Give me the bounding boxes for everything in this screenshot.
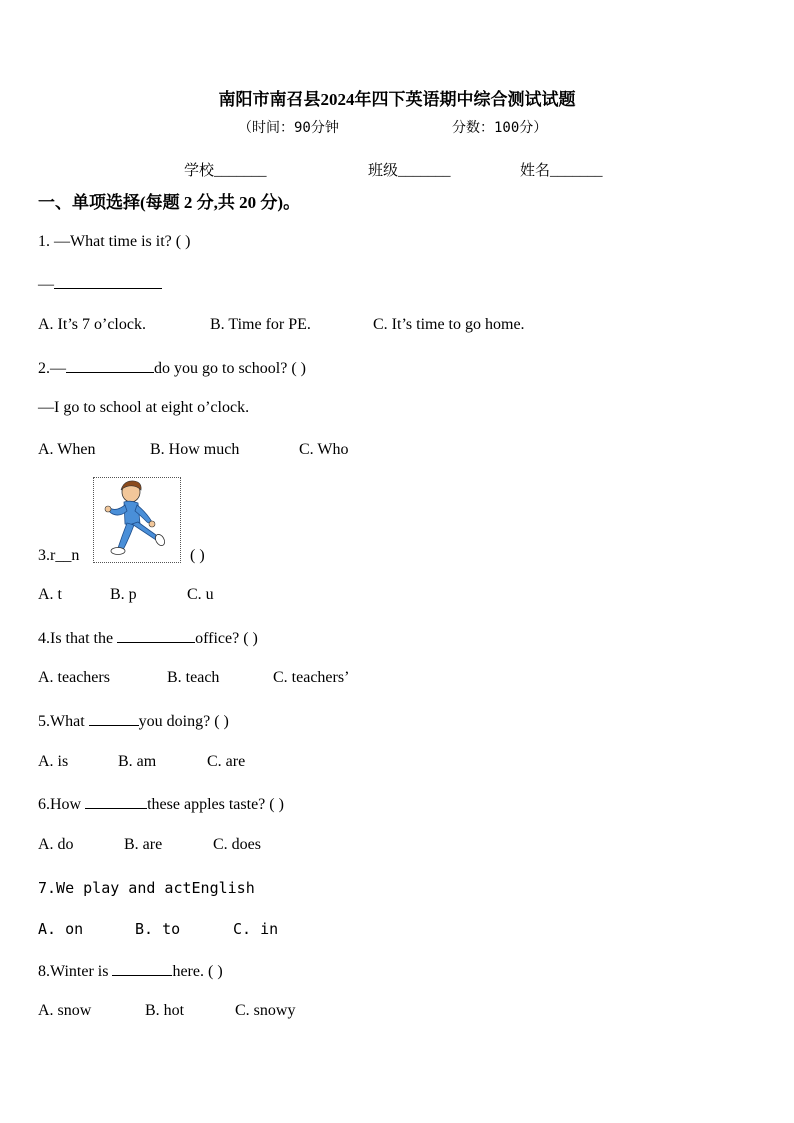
question-1-option-c: C. It’s time to go home. [373, 316, 525, 333]
question-6-option-c: C. does [213, 836, 261, 853]
name-field: 姓名_______ [520, 163, 603, 179]
running-boy-illustration [94, 478, 180, 562]
question-5-stem [38, 711, 229, 731]
question-6-blank [85, 794, 147, 809]
answer-blank [54, 274, 162, 289]
question-7-option-b: B. to [135, 920, 181, 938]
question-8-option-a: A. snow [38, 1002, 92, 1019]
question-2-option-b: B. How much [150, 441, 240, 458]
question-5-suffix: you doing? ( ) [138, 713, 229, 730]
question-6-stem [38, 794, 284, 814]
question-1-stem: 1. —What time is it? ( ) [38, 233, 191, 250]
question-4-option-b: B. teach [167, 669, 220, 686]
question-1-option-a: A. It’s 7 o’clock. [38, 316, 146, 333]
question-2-prefix: 2.— [38, 360, 66, 377]
question-7-option-c: C. in [233, 920, 279, 938]
question-8-option-b: B. hot [145, 1002, 185, 1019]
question-4-prefix: 4.Is that the [38, 630, 118, 647]
exam-time: （时间：90分钟 [238, 120, 339, 136]
question-4-option-c: C. teachers’ [273, 669, 350, 686]
question-2-blank [66, 358, 154, 373]
question-5-option-c: C. are [207, 753, 246, 770]
question-3-option-a: A. t [38, 586, 62, 603]
question-6-option-b: B. are [124, 836, 163, 853]
exam-score: 分数：100分） [452, 120, 548, 136]
question-2-option-c: C. Who [299, 441, 349, 458]
question-8-stem [38, 961, 223, 981]
question-3-option-c: C. u [187, 586, 214, 603]
question-8-suffix: here. ( ) [172, 963, 223, 980]
question-2-reply: —I go to school at eight o’clock. [38, 399, 250, 416]
question-6-prefix: 6.How [38, 796, 86, 813]
question-1-answer-line [38, 274, 162, 294]
running-boy-image [93, 477, 181, 563]
question-2-stem [38, 358, 306, 378]
question-5-option-a: A. is [38, 753, 69, 770]
question-6-suffix: these apples taste? ( ) [147, 796, 284, 813]
section-heading: 一、单项选择(每题 2 分,共 20 分)。 [38, 193, 301, 212]
question-3-option-b: B. p [110, 586, 137, 603]
question-2-suffix: do you go to school? ( ) [154, 360, 306, 377]
answer-dash: — [38, 276, 54, 293]
question-3-paren: ( ) [190, 547, 205, 564]
question-4-blank [117, 628, 195, 643]
question-7-stem: 7.We play and actEnglish [38, 879, 255, 897]
question-5-prefix: 5.What [38, 713, 89, 730]
question-4-suffix: office? ( ) [195, 630, 258, 647]
question-5-option-b: B. am [118, 753, 157, 770]
question-3-stem: 3.r__n [38, 547, 80, 564]
class-field: 班级_______ [368, 163, 451, 179]
question-8-prefix: 8.Winter is [38, 963, 113, 980]
question-8-blank [112, 961, 172, 976]
question-6-option-a: A. do [38, 836, 74, 853]
question-1-option-b: B. Time for PE. [210, 316, 311, 333]
question-4-option-a: A. teachers [38, 669, 110, 686]
school-field: 学校_______ [184, 163, 267, 179]
question-8-option-c: C. snowy [235, 1002, 296, 1019]
question-7-option-a: A. on [38, 920, 84, 938]
page-title: 南阳市南召县2024年四下英语期中综合测试试题 [218, 90, 576, 109]
question-4-stem [38, 628, 258, 648]
question-2-option-a: A. When [38, 441, 96, 458]
question-5-blank [89, 711, 139, 726]
